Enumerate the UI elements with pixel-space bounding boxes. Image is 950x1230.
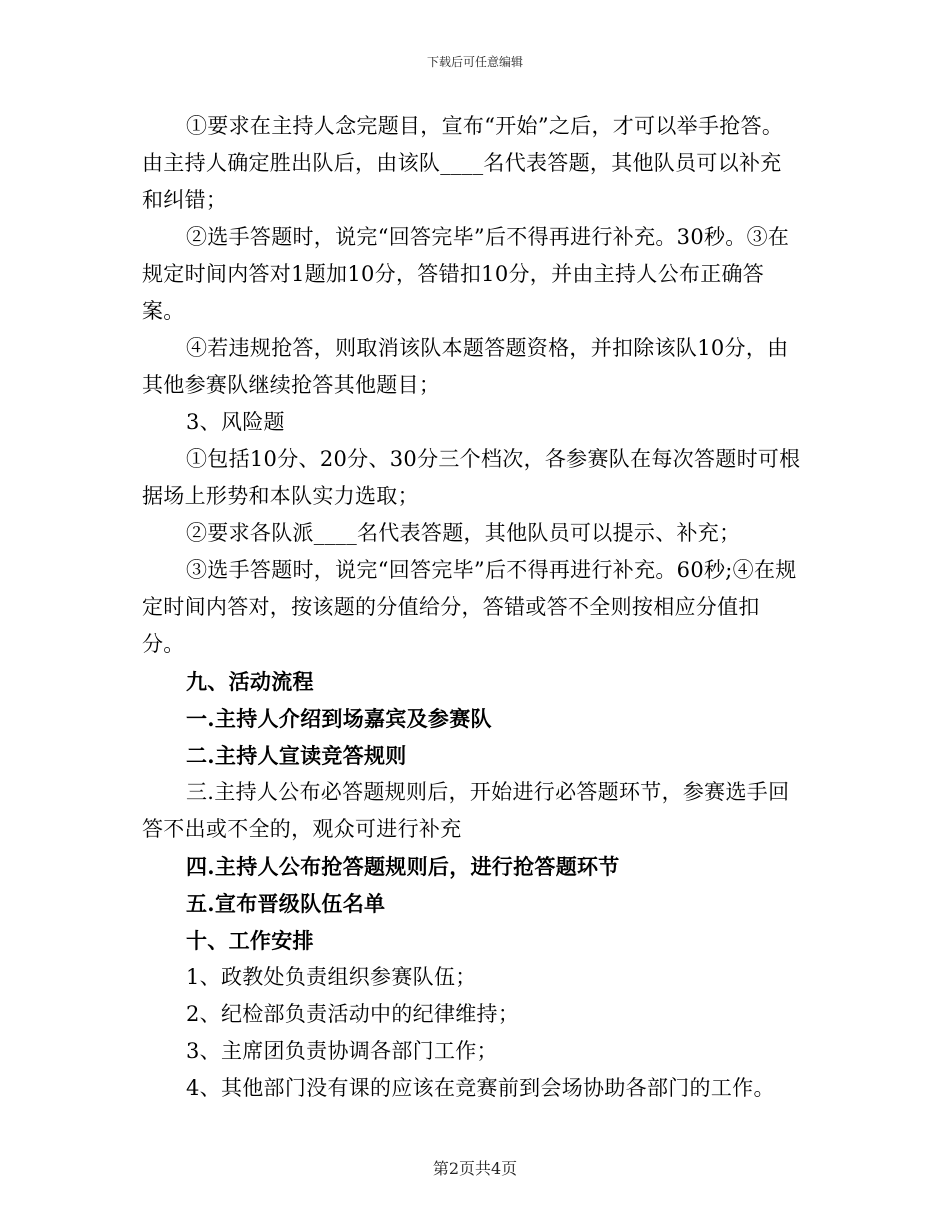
section-heading-work-arrangement: 十、工作安排 — [186, 928, 314, 953]
flow-step-4: 四.主持人公布抢答题规则后，进行抢答题环节 — [186, 854, 620, 879]
work-item-4: 4、其他部门没有课的应该在竞赛前到会场协助各部门的工作。 — [186, 1076, 775, 1100]
flow-step-3: 三.主持人公布必答题规则后，开始进行必答题环节，参赛选手回答不出或不全的，观众可进行补充 — [142, 780, 790, 841]
paragraph-5: ①包括10分、20分、30分三个档次，各参赛队在每次答题时可根据场上形势和本队实力选取； — [142, 447, 801, 508]
document-body — [142, 108, 802, 1107]
work-item-1: 1、政教处负责组织参赛队伍； — [186, 965, 477, 989]
paragraph-2: ②选手答题时，说完“回答完毕”后不得再进行补充。30秒。③在规定时间内答对1题加10分，答错扣10分，并由主持人公布正确答案。 — [142, 225, 790, 323]
work-item-2: 2、纪检部负责活动中的纪律维持； — [186, 1002, 520, 1026]
paragraph-7: ③选手答题时，说完“回答完毕”后不得再进行补充。60秒;④在规定时间内答对，按该题的分值给分，答错或答不全则按相应分值扣分。 — [142, 558, 797, 656]
flow-step-2: 二.主持人宣读竞答规则 — [186, 743, 407, 768]
flow-step-5: 五.宣布晋级队伍名单 — [186, 891, 386, 916]
work-item-3: 3、主席团负责协调各部门工作； — [186, 1039, 498, 1063]
flow-step-1: 一.主持人介绍到场嘉宾及参赛队 — [186, 706, 492, 731]
section-heading-activity-flow: 九、活动流程 — [186, 669, 314, 694]
paragraph-1: ①要求在主持人念完题目，宣布“开始”之后，才可以举手抢答。由主持人确定胜出队后，由该队____名代表答题，其他队员可以补充和纠错； — [142, 114, 784, 212]
section-heading-risk-questions: 3、风险题 — [186, 410, 285, 434]
page-header: 下载后可任意编辑 — [426, 55, 523, 69]
paragraph-3: ④若违规抢答，则取消该队本题答题资格，并扣除该队10分，由其他参赛队继续抢答其他题目； — [142, 336, 789, 397]
page-footer: 第2页共4页 — [432, 1159, 518, 1178]
paragraph-6: ②要求各队派____名代表答题，其他队员可以提示、补充； — [186, 521, 741, 545]
